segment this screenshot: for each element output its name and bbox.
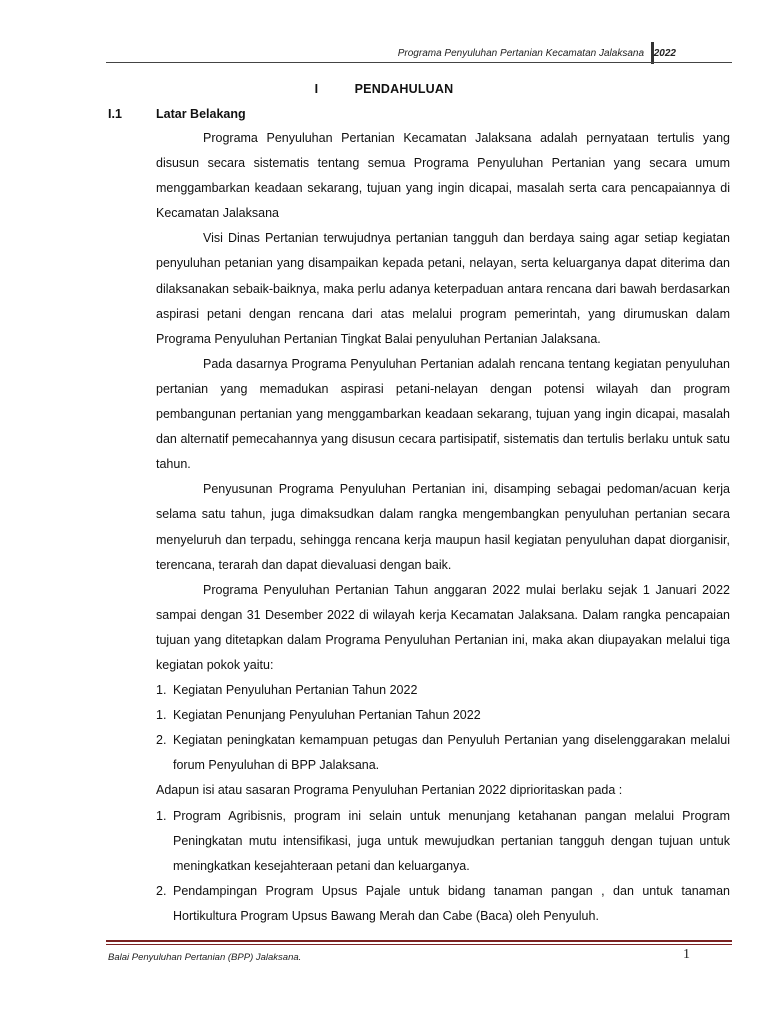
- list-item: 2. Pendampingan Program Upsus Pajale untuk bidang tanaman pangan , dan untuk tanaman Hortikultura Program Upsus Bawang Merah dan Cabe (Baca) oleh Penyuluh.: [156, 883, 730, 923]
- chapter-heading: [0, 82, 768, 96]
- header-year: 2022: [653, 48, 676, 59]
- list-item: 1. Kegiatan Penyuluhan Pertanian Tahun 2022: [156, 683, 418, 698]
- page-header: [106, 40, 732, 66]
- header-title: Programa Penyuluhan Pertanian Kecamatan Jalaksana: [397, 48, 644, 59]
- footer-rule: [106, 940, 732, 942]
- paragraph-2: Visi Dinas Pertanian terwujudnya pertanian tangguh dan berdaya saing agar setiap kegiatan penyuluhan petanian yang disampaikan kepada petani, nelayan, serta keluarganya dapat diterima dan dilaksanakan sebaik-baiknya, maka perlu adanya keterpaduan antara rencana dari bawah berdasarkan aspirasi petani dengan rencana dari atas melalui program pemerintah, yang dirumuskan dalam Programa Penyuluhan Pertanian Tingkat Balai penyuluhan Pertanian Jalaksana.: [156, 231, 730, 346]
- list-item: 1. Program Agribisnis, program ini selain untuk menunjang ketahanan pangan melalui Program Peningkatan mutu intensifikasi, juga untuk mewujudkan pertanian tangguh dengan tujuan untuk meningkatkan kesejahteraan petani dan keluarganya.: [156, 808, 730, 873]
- chapter-number: I: [314, 82, 319, 96]
- section-number: I.1: [108, 107, 122, 121]
- chapter-title: PENDAHULUAN: [354, 82, 454, 96]
- paragraph-5: Programa Penyuluhan Pertanian Tahun anggaran 2022 mulai berlaku sejak 1 Januari 2022 sampai dengan 31 Desember 2022 di wilayah kerja Kecamatan Jalaksana. Dalam rangka pencapaian tujuan yang ditetapkan dalam Programa Penyuluhan Pertanian ini, maka akan diupayakan melalui tiga kegiatan pokok yaitu:: [156, 582, 730, 672]
- body-text: [156, 126, 730, 929]
- section-heading: [108, 107, 246, 121]
- footer-rule-thin: [106, 944, 732, 945]
- paragraph-1: Programa Penyuluhan Pertanian Kecamatan Jalaksana adalah pernyataan tertulis yang disusun secara sistematis tentang semua Programa Penyuluhan Pertanian yang secara umum menggambarkan keadaan sekarang, tujuan yang ingin dicapai, masalah serta cara pencapaiannya di Kecamatan Jalaksana: [156, 131, 730, 221]
- section-title: Latar Belakang: [156, 107, 246, 121]
- list-item: 1. Kegiatan Penunjang Penyuluhan Pertanian Tahun 2022: [156, 708, 481, 723]
- footer-institution: Balai Penyuluhan Pertanian (BPP) Jalaksana.: [108, 952, 302, 963]
- paragraph-intro-priorities: Adapun isi atau sasaran Programa Penyuluhan Pertanian 2022 diprioritaskan pada :: [156, 783, 623, 798]
- paragraph-4: Penyusunan Programa Penyuluhan Pertanian ini, disamping sebagai pedoman/acuan kerja selama satu tahun, juga dimaksudkan dalam rangka mengembangkan penyuluhan pertanian secara menyeluruh dan terpadu, sehingga rencana kerja maupun hasil kegiatan penyuluhan dapat diorganisir, terencana, terarah dan dapat dievaluasi dengan baik.: [156, 482, 730, 572]
- page-number: 1: [683, 947, 690, 962]
- paragraph-3: Pada dasarnya Programa Penyuluhan Pertanian adalah rencana tentang kegiatan penyuluhan pertanian yang memadukan aspirasi petani-nelayan dengan potensi wilayah dan program pembangunan pertanian yang menggambarkan keadaan sekarang, tujuan yang ingin dicapai, masalah dan alternatif pemecahannya yang disusun cecara partisipatif, sistematis dan tertulis berlaku untuk satu tahun.: [156, 356, 730, 472]
- header-rule: [106, 62, 732, 63]
- list-item: 2. Kegiatan peningkatan kemampuan petugas dan Penyuluh Pertanian yang diselenggarakan melalui forum Penyuluhan di BPP Jalaksana.: [156, 733, 730, 773]
